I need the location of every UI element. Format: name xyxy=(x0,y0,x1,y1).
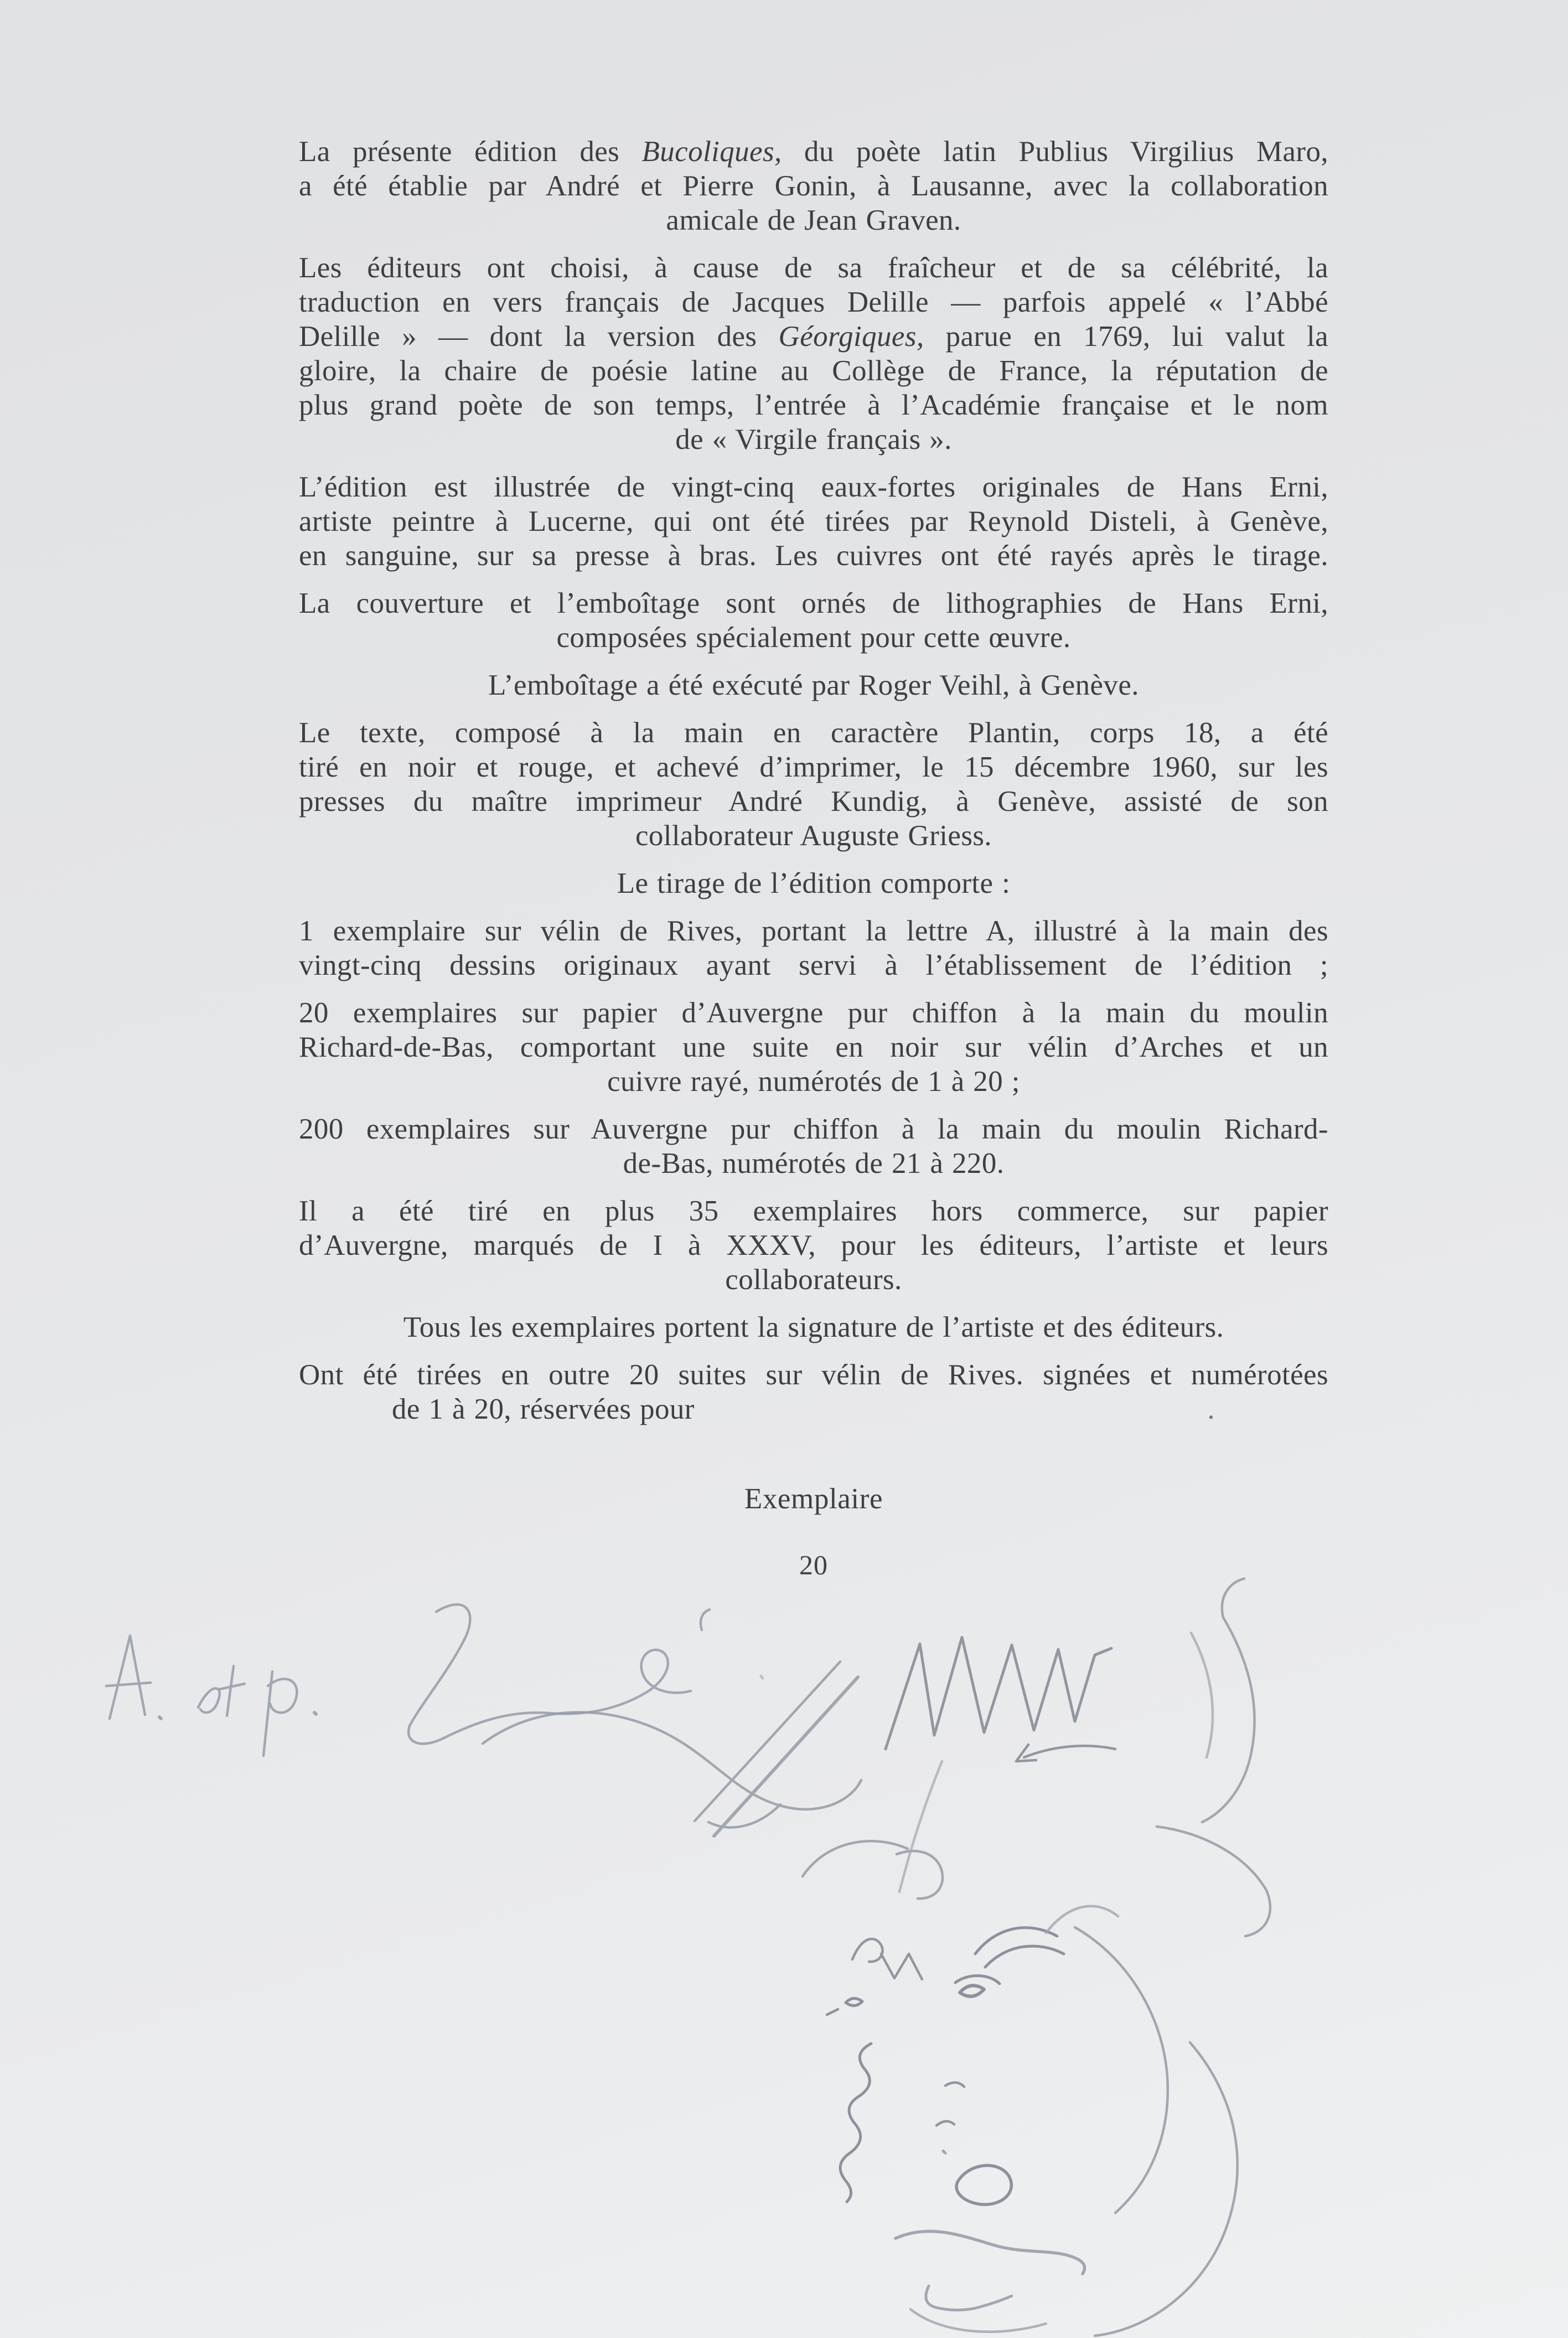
text-line: La couverture et l’emboîtage sont ornés de lithographies de Hans Erni, xyxy=(299,587,1328,619)
text-line: a été établie par André et Pierre Gonin, à Lausanne, avec la collaboration xyxy=(299,170,1328,202)
paragraph-exemplaires-200 xyxy=(299,1112,1328,1181)
text-line: collaborateurs. xyxy=(725,1264,902,1296)
paragraph-couverture-lithographies xyxy=(299,586,1328,655)
text-line: cuivre rayé, numérotés de 1 à 20 ; xyxy=(607,1065,1020,1098)
text-line: Le tirage de l’édition comporte : xyxy=(617,867,1011,899)
text-line: Les éditeurs ont choisi, à cause de sa fraîcheur et de sa célébrité, la xyxy=(299,252,1328,284)
text-line: vingt-cinq dessins originaux ayant servi à l’établissement de l’édition ; xyxy=(299,949,1328,981)
text-line: 200 exemplaires sur Auvergne pur chiffon à la main du moulin Richard- xyxy=(299,1113,1328,1145)
text-line: collaborateur Auguste Griess. xyxy=(635,820,992,852)
paragraph-suites-rives xyxy=(299,1358,1328,1426)
text-line: Ont été tirées en outre 20 suites sur vélin de Rives. signées et numérotées xyxy=(299,1359,1328,1391)
text-line: amicale de Jean Graven. xyxy=(666,204,961,236)
text-line: presses du maître imprimeur André Kundig, à Genève, assisté de son xyxy=(299,785,1328,818)
copy-number: 20 xyxy=(799,1549,828,1580)
paragraph-emboitage-veihl xyxy=(299,668,1328,702)
text-line: traduction en vers français de Jacques Delille — parfois appelé « l’Abbé xyxy=(299,286,1328,318)
paragraph-tirage-heading xyxy=(299,866,1328,901)
text-line: de « Virgile français ». xyxy=(675,423,952,456)
text-line: 20 exemplaires sur papier d’Auvergne pur chiffon à la main du moulin xyxy=(299,997,1328,1029)
exemplaire-label: Exemplaire xyxy=(744,1483,883,1515)
text-line: composées spécialement pour cette œuvre. xyxy=(556,622,1071,654)
paragraph-hors-commerce xyxy=(299,1194,1328,1297)
paragraph-exemplaire-a xyxy=(299,914,1328,982)
text-line: Delille » — dont la version des Géorgiques, parue en 1769, lui valut la xyxy=(299,320,1328,353)
editors-pencil-signature xyxy=(77,1577,769,1760)
paragraph-traduction-delille xyxy=(299,251,1328,457)
colophon-text-block xyxy=(299,135,1328,1440)
text-line: en sanguine, sur sa presse à bras. Les cuivres ont été rayés après le tirage. xyxy=(299,540,1328,572)
text-line: Il a été tiré en plus 35 exemplaires hors commerce, sur papier xyxy=(299,1195,1328,1227)
text-line: La présente édition des Bucoliques, du poète latin Publius Virgilius Maro, xyxy=(299,136,1328,168)
text-line: artiste peintre à Lucerne, qui ont été tirées par Reynold Disteli, à Genève, xyxy=(299,505,1328,537)
italic-book-title: Bucoliques, xyxy=(641,136,782,168)
text-line: L’édition est illustrée de vingt-cinq eaux-fortes originales de Hans Erni, xyxy=(299,471,1328,503)
text-line: Richard-de-Bas, comportant une suite en noir sur vélin d’Arches et un xyxy=(299,1031,1328,1063)
paragraph-signatures-note xyxy=(299,1310,1328,1344)
text-line: plus grand poète de son temps, l’entrée à l’Académie française et le nom xyxy=(299,389,1328,421)
faint-period: . xyxy=(1207,1393,1215,1425)
paragraph-eaux-fortes-erni xyxy=(299,470,1328,573)
paragraph-texte-plantin xyxy=(299,716,1328,853)
text-line: 1 exemplaire sur vélin de Rives, portant la lettre A, illustré à la main des xyxy=(299,915,1328,947)
paragraph-exemplaires-20 xyxy=(299,996,1328,1099)
text-line: tiré en noir et rouge, et achevé d’imprimer, le 15 décembre 1960, sur les xyxy=(299,751,1328,783)
erni-pencil-sketch xyxy=(470,1566,1417,2338)
italic-book-title: Géorgiques, xyxy=(778,320,924,353)
text-line: L’emboîtage a été exécuté par Roger Veihl, à Genève. xyxy=(488,669,1139,701)
paragraph-edition-intro xyxy=(299,135,1328,237)
text-line: Le texte, composé à la main en caractère Plantin, corps 18, a été xyxy=(299,717,1328,749)
text-line: d’Auvergne, marqués de I à XXXV, pour les éditeurs, l’artiste et leurs xyxy=(299,1229,1328,1261)
text-line: gloire, la chaire de poésie latine au Collège de France, la réputation de xyxy=(299,355,1328,387)
text-line: Tous les exemplaires portent la signature de l’artiste et des éditeurs. xyxy=(403,1311,1224,1343)
text-line: de 1 à 20, réservées pour . xyxy=(392,1393,1215,1425)
text-line: de-Bas, numérotés de 21 à 220. xyxy=(623,1147,1005,1180)
